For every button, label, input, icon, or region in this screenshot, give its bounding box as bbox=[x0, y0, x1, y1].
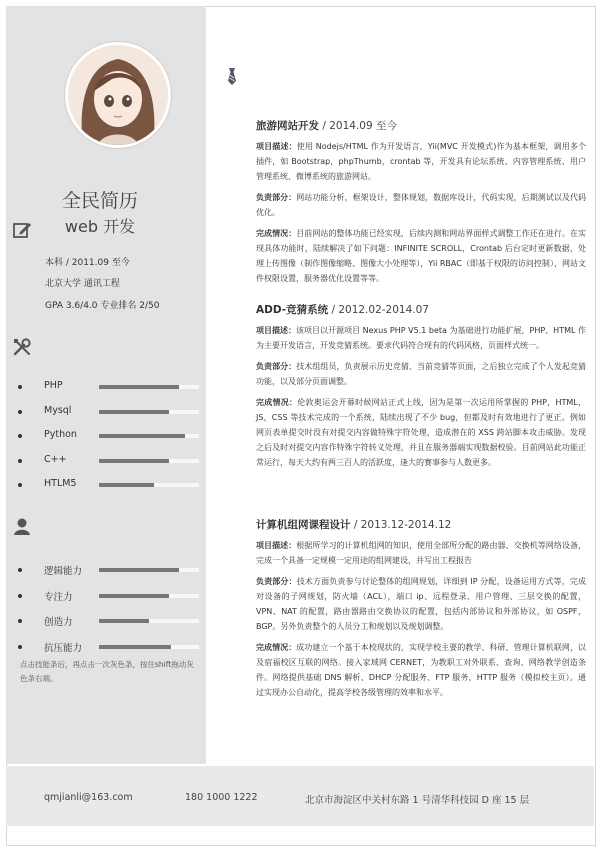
para-label: 完成情况： bbox=[256, 229, 297, 238]
project-description bbox=[256, 139, 586, 184]
skill-bar[interactable] bbox=[99, 483, 199, 487]
ability-label: 专注力 bbox=[44, 591, 73, 603]
skill-bar[interactable] bbox=[99, 410, 199, 414]
ability-label: 逻辑能力 bbox=[44, 566, 83, 577]
para-text: 成功建立一个基于本校现状的，实现学校主要的教学、科研、管理计算机联网，以及宿福校区互联的网络。接入家域网 CERNET，为教职工对外联系、查询、网络教学创造条件。网络提供基础 DNS 解析、DHCP 分配服务、FTP 服务，HTTP 服务（模拟校主页）。通过实现办公自动化，提高学校各级管理的效率和水平。 bbox=[256, 643, 586, 697]
para-label: 负责部分： bbox=[256, 193, 297, 202]
ability-row bbox=[18, 589, 200, 603]
skill-bar-fill[interactable] bbox=[99, 410, 169, 414]
bullet-dot bbox=[18, 385, 22, 389]
ability-bar-fill[interactable] bbox=[99, 594, 169, 598]
skill-bar-fill[interactable] bbox=[99, 459, 169, 463]
project-title bbox=[256, 517, 586, 532]
project-1 bbox=[256, 118, 586, 286]
project-result bbox=[256, 226, 586, 286]
project-responsibility bbox=[256, 574, 586, 634]
contact-address: 北京市海淀区中关村东路 1 号清华科技园 D 座 15 层 bbox=[305, 795, 530, 806]
skill-bar[interactable] bbox=[99, 385, 199, 389]
bullet-dot bbox=[18, 568, 22, 572]
project-period: / 2013.12-2014.12 bbox=[350, 519, 452, 531]
ability-bar[interactable] bbox=[99, 594, 199, 598]
para-text: 网站功能分析，框架设计，整体规划，数据库设计，代码实现，后期测试以及代码优化。 bbox=[256, 193, 586, 217]
ability-row bbox=[18, 563, 200, 577]
skill-label: C++ bbox=[44, 453, 67, 465]
project-responsibility bbox=[256, 359, 586, 389]
project-period: / 2012.02-2014.07 bbox=[328, 304, 429, 316]
ability-bar-fill[interactable] bbox=[99, 619, 149, 623]
resume-name: 全民简历 bbox=[61, 190, 138, 212]
project-title bbox=[256, 302, 586, 317]
edu-school: 北京大学 通讯工程 bbox=[45, 279, 120, 289]
para-label: 项目描述： bbox=[256, 541, 297, 550]
skill-bar[interactable] bbox=[99, 434, 199, 438]
bullet-dot bbox=[18, 459, 22, 463]
bullet-dot bbox=[18, 594, 22, 598]
job-role: web 开发 bbox=[64, 217, 136, 236]
para-label: 负责部分： bbox=[256, 362, 297, 371]
edu-degree: 本科 / 2011.09 至今 bbox=[45, 258, 130, 268]
skill-bar-fill[interactable] bbox=[99, 483, 154, 487]
para-label: 完成情况： bbox=[256, 398, 298, 407]
contact-email[interactable]: qmjianli@163.com bbox=[44, 792, 133, 803]
skill-bar[interactable] bbox=[99, 459, 199, 463]
skill-bar-fill[interactable] bbox=[99, 434, 185, 438]
project-name: ADD-竞猜系统 bbox=[256, 304, 329, 316]
edit-icon bbox=[12, 220, 32, 240]
bullet-dot bbox=[18, 619, 22, 623]
para-text: 技术方面负责参与讨论整体的组网规划，详细到 IP 分配，设备运用方式等，完成对设备的子网规划，防火墙（ACL），端口 ip、远程登录、用户管理、三层交换的配置，VPN、NAT 的配置，路由器路由交换协议的配置，包括内部协议和外部协议，如 OSPF，BGP。另外负责整个的人员分工和规划以及规划调整。 bbox=[256, 577, 586, 631]
skill-row bbox=[18, 380, 200, 394]
ability-bar[interactable] bbox=[99, 619, 199, 623]
ability-bar[interactable] bbox=[99, 645, 199, 649]
para-text: 根据所学习的计算机组网的知识，使用全部所分配的路由器、交换机等网络设备，完成一个具备一定规模一定用途的组网建设，并写出工程报告 bbox=[256, 541, 586, 565]
project-name: 计算机组网课程设计 bbox=[256, 519, 351, 531]
project-title bbox=[256, 118, 586, 133]
tie-icon bbox=[222, 66, 242, 86]
avatar bbox=[65, 42, 171, 148]
bullet-dot bbox=[18, 645, 22, 649]
skill-label: HTLM5 bbox=[44, 478, 77, 489]
ability-label: 抗压能力 bbox=[44, 642, 83, 654]
para-text: 技术组组员，负责展示历史竞猜、当前竞猜等页面，之后独立完成了个人发起竞猜功能，以及部分页面调整。 bbox=[256, 362, 586, 386]
ability-row bbox=[18, 614, 200, 628]
skill-bar-hint: 点击技能条后，再点击一次灰色条，按住shift拖动灰色条右端。 bbox=[20, 660, 194, 683]
skill-row bbox=[18, 429, 200, 443]
project-period: / 2014.09 至今 bbox=[319, 120, 397, 132]
skill-row bbox=[18, 454, 200, 468]
ability-bar-fill[interactable] bbox=[99, 568, 179, 572]
skill-row bbox=[18, 405, 200, 419]
project-2 bbox=[256, 302, 586, 470]
para-text: 伦敦奥运会开幕时候网站正式上线，因为是第一次运用所掌握的 PHP，HTML，JS，CSS 等技术完成的一个系统，陆续出现了不少 bug，但都及时有效地进行了更正。例如网页表单提交时没有对提交内容做特殊字符处理，造成潜在的 XSS 跨站脚本攻击威胁。发现之后及时对提交内容作特殊字符转义处理，并且在服务器端实现数据校验。目前网站此功能正常运行，每天大约有两三百人的活跃度，逢大的赛事参与人数更多。 bbox=[256, 398, 587, 467]
skill-bar-fill[interactable] bbox=[99, 385, 179, 389]
para-label: 项目描述： bbox=[256, 142, 297, 151]
tools-icon bbox=[12, 337, 32, 357]
edu-gpa: GPA 3.6/4.0 专业排名 2/50 bbox=[45, 301, 160, 311]
project-responsibility bbox=[256, 190, 586, 220]
project-description bbox=[256, 538, 586, 568]
contact-phone: 180 1000 1222 bbox=[185, 792, 258, 803]
para-label: 负责部分： bbox=[256, 577, 297, 586]
skill-label: Mysql bbox=[44, 404, 72, 416]
person-icon bbox=[12, 516, 32, 536]
skill-label: PHP bbox=[44, 380, 63, 391]
bullet-dot bbox=[18, 483, 22, 487]
ability-bar-fill[interactable] bbox=[99, 645, 171, 649]
para-text: 使用 Nodejs/HTML 作为开发语言，Yii(MVC 开发模式)作为基本框架，调用多个插件，如 Bootstrap，phpThumb，crontab 等，开发具有论坛系统、内容管理系统、用户管理系统、微博系统的旅游网站。 bbox=[256, 142, 586, 181]
project-result bbox=[256, 395, 586, 470]
ability-row bbox=[18, 640, 200, 654]
ability-bar[interactable] bbox=[99, 568, 199, 572]
skill-row bbox=[18, 478, 200, 492]
project-name: 旅游网站开发 bbox=[256, 120, 319, 132]
para-text: 目前网站的整体功能已经实现，后续内测和网站界面样式调整工作还在进行。在实现具体功能时，陆续解决了如下问题：INFINITE SCROLL，Crontab 后台定时更新数据，处理上传图像（制作图像缩略、图像大小处理等），Yii RBAC（即基于权限的访问控制），网站文件权限设置，服务器优化设置等等。 bbox=[256, 229, 586, 283]
ability-label: 创造力 bbox=[44, 617, 73, 628]
avatar-illustration bbox=[68, 45, 168, 145]
para-label: 项目描述： bbox=[256, 326, 297, 335]
bullet-dot bbox=[18, 410, 22, 414]
para-text: 该项目以开源项目 Nexus PHP V5.1 beta 为基础进行功能扩展，PHP、HTML 作为主要开发语言，开发竞猜系统。要求代码符合现有的代码风格，页面样式统一。 bbox=[256, 326, 586, 350]
project-3 bbox=[256, 517, 586, 700]
bullet-dot bbox=[18, 434, 22, 438]
project-description bbox=[256, 323, 586, 353]
skill-label: Python bbox=[44, 429, 77, 440]
project-result bbox=[256, 640, 586, 700]
para-label: 完成情况： bbox=[256, 643, 297, 652]
